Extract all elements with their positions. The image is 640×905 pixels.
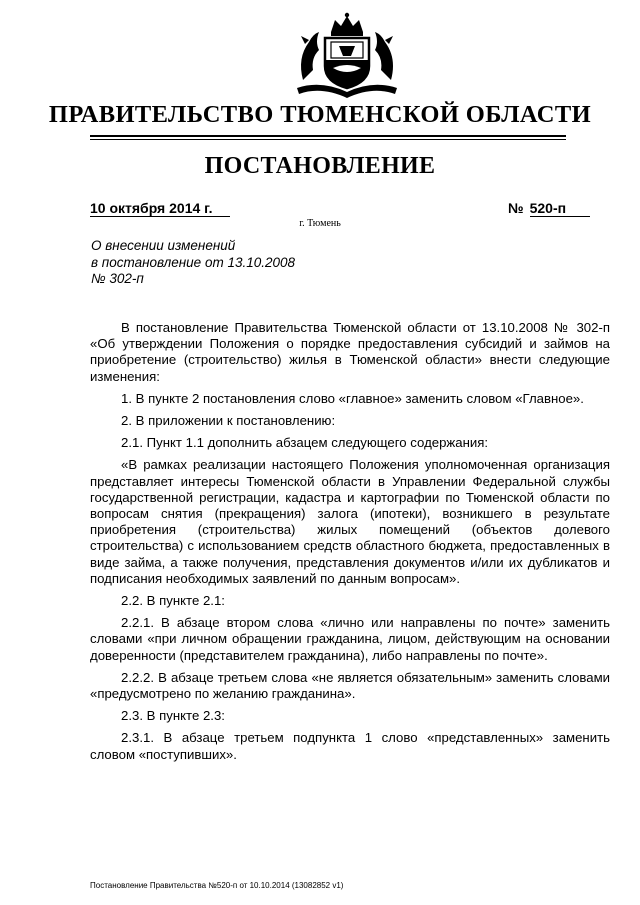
body-paragraph: 2.2.2. В абзаце третьем слова «не является обязательным» заменить словами «предусмотрено по желанию гражданина». [90, 669, 610, 702]
subject-line: О внесении изменений [91, 238, 236, 253]
document-number [508, 200, 590, 217]
document-body [90, 320, 610, 769]
number-value: 520-п [530, 200, 590, 217]
header-divider-thick [90, 135, 566, 137]
header-divider-thin [90, 139, 566, 140]
coat-of-arms-emblem [291, 10, 403, 98]
subject-block [91, 238, 351, 288]
subject-line: № 302-п [91, 271, 144, 286]
body-paragraph: «В рамках реализации настоящего Положения уполномоченная организация представляет интересы Тюменской области в Управлении Федеральной службы государственной регистрации, кадастра и картографии по Тюменской области по вопросам снятия (прекращения) залога (ипотеки), возникшего в результате приобретения (строительства) жилых помещений (объектов долевого строительства) с использованием средств областного бюджета, предоставленных в виде займа, а также получения, представления документов и/или их дубликатов и подписания необходимых заявлений по данным вопросам». [90, 457, 610, 586]
government-title: ПРАВИТЕЛЬСТВО ТЮМЕНСКОЙ ОБЛАСТИ [48, 101, 592, 128]
body-paragraph: 2.3.1. В абзаце третьем подпункта 1 слово «представленных» заменить словом «поступивших». [90, 730, 610, 762]
body-paragraph: 1. В пункте 2 постановления слово «главное» заменить словом «Главное». [121, 390, 584, 406]
document-date: 10 октября 2014 г. [90, 200, 230, 217]
body-paragraph: 2.2. В пункте 2.1: [121, 593, 225, 609]
page-footer: Постановление Правительства №520-п от 10.10.2014 (13082852 v1) [90, 881, 344, 890]
subject-line: в постановление от 13.10.2008 [91, 254, 296, 270]
city-label: г. Тюмень [299, 218, 341, 229]
body-paragraph: 2.3. В пункте 2.3: [121, 708, 225, 724]
document-kind-title: ПОСТАНОВЛЕНИЕ [204, 153, 436, 179]
body-paragraph: 2.1. Пункт 1.1 дополнить абзацем следующего содержания: [121, 435, 489, 451]
number-prefix: № [508, 200, 524, 216]
body-paragraph: В постановление Правительства Тюменской области от 13.10.2008 № 302-п «Об утверждении Положения о порядке предоставления субсидий и займов на приобретение (строительство) жилья в Тюменской области» внести следующие изменения: [90, 320, 610, 384]
body-paragraph: 2.2.1. В абзаце втором слова «лично или направлены по почте» заменить словами «при личном обращении гражданина, лицом, действующим на основании доверенности (представителем гражданина), либо направлены по почте». [90, 615, 610, 663]
body-paragraph: 2. В приложении к постановлению: [121, 413, 336, 429]
